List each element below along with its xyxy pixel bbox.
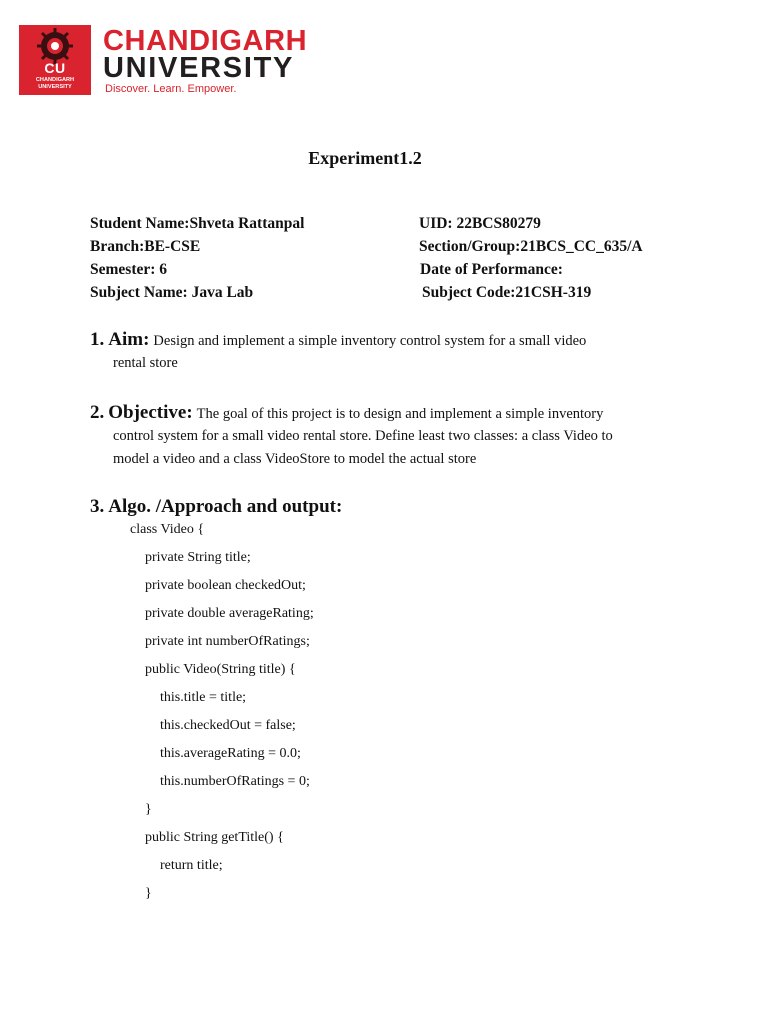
code-line: } [145, 886, 152, 901]
gear-emblem-icon [19, 25, 91, 65]
logo-emblem [19, 25, 91, 95]
code-line: private int numberOfRatings; [145, 634, 310, 649]
logo-cu-text: CU [44, 60, 66, 76]
code-line: public Video(String title) { [145, 662, 296, 677]
student-name: Student Name:Shveta Rattanpal [90, 215, 305, 232]
code-line: } [145, 802, 152, 817]
section-heading: Aim: [108, 329, 150, 350]
date-of-performance: Date of Performance: [420, 261, 563, 278]
code-line: this.numberOfRatings = 0; [160, 774, 310, 789]
code-line: return title; [160, 858, 223, 873]
code-line: public String getTitle() { [145, 830, 284, 845]
experiment-title: Experiment1.2 [308, 148, 422, 168]
section-heading: Objective: [108, 402, 193, 423]
aim-section [90, 329, 586, 351]
section-heading: Algo. /Approach and output: [108, 496, 343, 517]
section-text: The goal of this project is to design and implement a simple inventory [196, 406, 604, 422]
uid: UID: 22BCS80279 [419, 215, 541, 232]
branch: Branch:BE-CSE [90, 238, 201, 255]
code-line: private boolean checkedOut; [145, 578, 306, 593]
code-line: private double averageRating; [145, 606, 314, 621]
approach-section [90, 496, 342, 518]
university-tagline: Discover. Learn. Empower. [105, 83, 237, 95]
objective-text-line: model a video and a class VideoStore to model the actual store [113, 451, 477, 467]
subject-code: Subject Code:21CSH-319 [422, 284, 592, 301]
code-line: private String title; [145, 550, 251, 565]
objective-text-line: control system for a small video rental store. Define least two classes: a class Video to [113, 428, 613, 444]
section-number: 2. [90, 402, 105, 423]
section-text: Design and implement a simple inventory control system for a small video [153, 333, 587, 349]
section-group: Section/Group:21BCS_CC_635/A [419, 238, 643, 255]
university-name-line2: UNIVERSITY [103, 52, 295, 84]
subject-name: Subject Name: Java Lab [90, 284, 254, 301]
code-line: this.averageRating = 0.0; [160, 746, 301, 761]
objective-section [90, 402, 603, 424]
code-line: this.title = title; [160, 690, 247, 705]
section-number: 3. [90, 496, 105, 517]
aim-text-line: rental store [113, 355, 178, 371]
code-line: class Video { [130, 522, 205, 537]
section-number: 1. [90, 329, 105, 350]
code-line: this.checkedOut = false; [160, 718, 296, 733]
university-logo [19, 25, 349, 95]
university-name-line1: CHANDIGARH [103, 25, 308, 57]
logo-caption-line2: UNIVERSITY [38, 84, 72, 90]
logo-caption-line1: CHANDIGARH [35, 77, 75, 83]
semester: Semester: 6 [90, 261, 168, 278]
